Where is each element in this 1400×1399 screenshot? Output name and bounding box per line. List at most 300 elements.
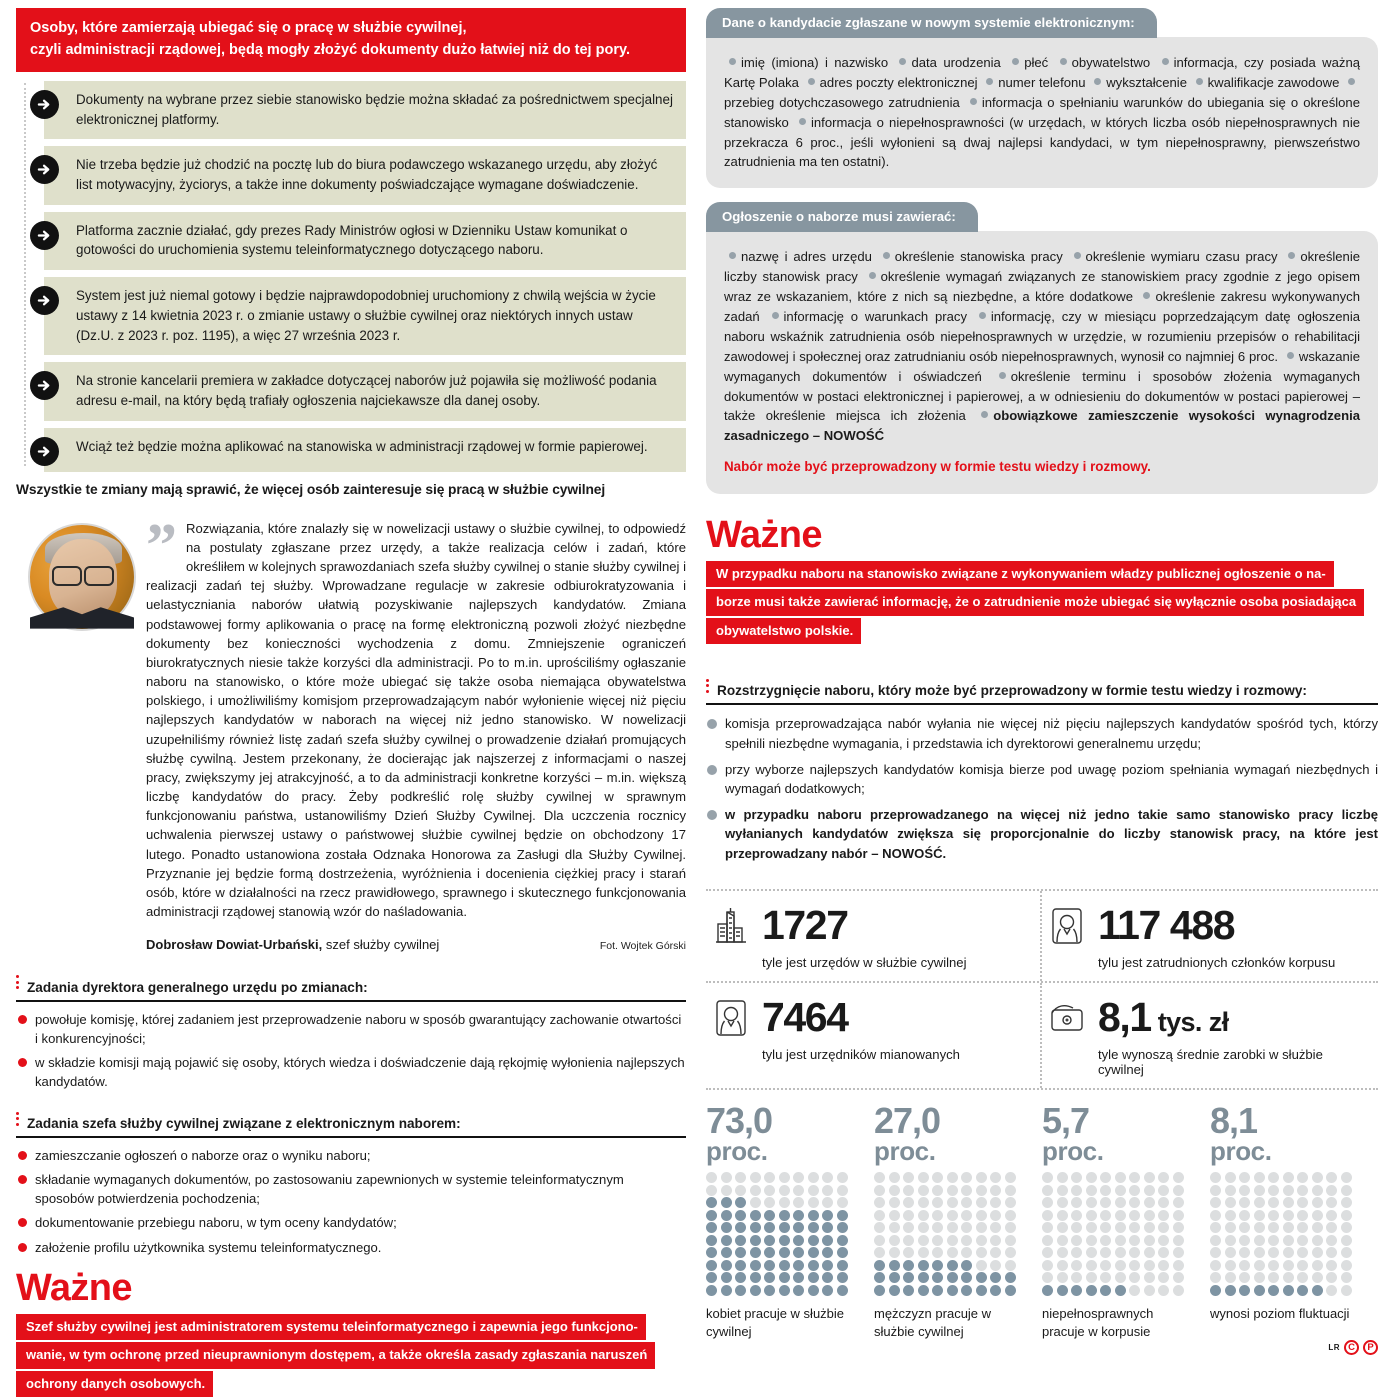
dot (932, 1247, 943, 1258)
dot (961, 1185, 972, 1196)
stats-row (706, 983, 1378, 1090)
stat-top (710, 903, 1034, 949)
dot (1341, 1185, 1352, 1196)
panel-item: kwalifikacje zawodowe (1207, 74, 1340, 90)
dot (1297, 1210, 1308, 1221)
dot (961, 1272, 972, 1283)
bullet-dot-icon (999, 372, 1006, 379)
wazne-line: Szef służby cywilnej jest administratorem systemu teleinformatycznego i zapewnia jego funkcjono- (16, 1314, 646, 1341)
dot (947, 1272, 958, 1283)
dot (1005, 1172, 1016, 1183)
dot (1312, 1272, 1323, 1283)
dot (1254, 1197, 1265, 1208)
dot (1341, 1260, 1352, 1271)
dot (947, 1247, 958, 1258)
list-item: składanie wymaganych dokumentów, po zastosowaniu zapewnionych w systemie teleinformatycznym sposobów potwierdzenia pochodzenia; (16, 1170, 686, 1208)
dot (1144, 1185, 1155, 1196)
dot (1239, 1222, 1250, 1233)
dot (918, 1197, 929, 1208)
panel-tab-label: Ogłoszenie o naborze musi zawierać: (706, 202, 978, 232)
quote-body: Rozwiązania, które znalazły się w nowelizacji ustawy o służbie cywilnej, to odpowiedź na postulaty zgłaszane przez urzędy, a także realizacja celów i zadań, które określiłem w kolejnych sprawozdaniach szefa służby cywilnej o stanie służby cywilnej i realizacji zadań tej służby. Wprowadzane regulacje w zakresie odbiurokratyzowania i uelastyczniania naborów ułatwią pozyskiwanie najlepszych kandydatów. Zmiana podstawowej formy aplikowania o pracę na formę elektroniczną pozwoli złożyć niezbędne dokumenty bez konieczności wychodzenia z domu. Zmniejszenie ograniczeń biurokratycznych niesie także korzyści dla administracji. Po to m.in. uprościliśmy ogłaszanie naboru na stanowisko, o które może ubiegać się także osoba niemająca obywatelstwa polskiego, i umożliwiliśmy komisjom przeprowadzającym nabór wyłonienie więcej niż pięciu najlepszych kandydatów w naborach na więcej niż jedno stanowisko. W nowelizacji uzupełniliśmy również listę zadań szefa służby cywilnej o prowadzenie działań promujących służbę cywilną. Jestem przekonany, że docierając jak najszerzej z informacjami o naszej pracy, zwiększymy jej atrakcyjność, a to da administracji konkretne korzyści – m.in. większą liczbę kandydatów do pracy. Żeby podkreślić rolę służby cywilnej w sprawnym funkcjonowaniu państwa, ustanowiliśmy Dzień Służby Cywilnej. Dla uczczenia rocznicy uchwalenia pierwszej ustawy o państwowej służbie cywilnej będzie on obchodzony 17 lutego. Ponadto ustanowiona została Odznaka Honorowa za Zasługi dla Służby Cywilnej. Przyznanie jej będzie formą dostrzeżenia, wyróżnienia i docenienia ciężkiej pracy i starań osób, które w działalności na rzecz prawidłowego, sprawnego i skutecznego funkcjonowania administracji rządowej stanowią wzór do naśladowania. (146, 520, 686, 920)
dot (1239, 1185, 1250, 1196)
author-role: szef służby cywilnej (322, 937, 440, 953)
dot (779, 1222, 790, 1233)
dot (1071, 1172, 1082, 1183)
bullet-dot-icon (986, 78, 993, 85)
stat-cell (1042, 891, 1378, 981)
person-icon (710, 995, 752, 1041)
dot (976, 1247, 987, 1258)
stat-description: tyle wynoszą średnie zarobki w służbie cywilnej (1098, 1046, 1323, 1077)
stat-value (762, 902, 848, 949)
dot (764, 1210, 775, 1221)
dot (903, 1235, 914, 1246)
dot (1254, 1272, 1265, 1283)
dot (1086, 1222, 1097, 1233)
dot (1057, 1235, 1068, 1246)
bullet-dot-icon (1143, 292, 1150, 299)
dot (1042, 1185, 1053, 1196)
headline-line-2: czyli administracji rządowej, będą mogły złożyć dokumenty dużo łatwiej niż do tej pory. (30, 42, 630, 59)
stat-value (1098, 902, 1235, 949)
dot (1071, 1210, 1082, 1221)
dot (1268, 1235, 1279, 1246)
dot (1005, 1285, 1016, 1296)
stat-unit: tys. zł (1150, 1007, 1229, 1038)
dot (837, 1285, 848, 1296)
dot (1173, 1172, 1184, 1183)
resolution-list (706, 714, 1378, 863)
dot (764, 1285, 775, 1296)
bullet-dot-icon (729, 58, 736, 65)
dot (837, 1185, 848, 1196)
dot (1100, 1235, 1111, 1246)
dot (1129, 1222, 1140, 1233)
dot (1283, 1197, 1294, 1208)
dot (793, 1247, 804, 1258)
percent-value: 73,0 (706, 1099, 773, 1141)
dot (822, 1185, 833, 1196)
dot (1129, 1272, 1140, 1283)
dot (1326, 1285, 1337, 1296)
dot (1283, 1235, 1294, 1246)
dot (1057, 1185, 1068, 1196)
dot (1283, 1222, 1294, 1233)
dot (1210, 1210, 1221, 1221)
dot (889, 1235, 900, 1246)
dot-matrix (706, 1172, 860, 1296)
bullet-dot-icon (981, 411, 988, 418)
dot (808, 1285, 819, 1296)
dot (779, 1260, 790, 1271)
dot (1086, 1172, 1097, 1183)
dot (976, 1172, 987, 1183)
dot (1005, 1272, 1016, 1283)
list-item (44, 428, 686, 472)
bullet-dot-icon (899, 58, 906, 65)
dot (1144, 1235, 1155, 1246)
wazne-line: wanie, w tym ochronę przed nieuprawnionym dostępem, a także określa zasady zgłaszania naruszeń (16, 1342, 655, 1369)
dot (1071, 1285, 1082, 1296)
dot (1005, 1185, 1016, 1196)
dot (1115, 1185, 1126, 1196)
dot (1254, 1285, 1265, 1296)
dot (808, 1247, 819, 1258)
dot (735, 1247, 746, 1258)
stat-top (1046, 903, 1372, 949)
percent-chart (1042, 1099, 1210, 1342)
dot (976, 1235, 987, 1246)
dot (1100, 1172, 1111, 1183)
dot (1144, 1260, 1155, 1271)
publisher-logo (1328, 1340, 1378, 1355)
dot (1158, 1260, 1169, 1271)
section-heading-text: Rozstrzygnięcie naboru, który może być przeprowadzony w formie testu wiedzy i rozmowy: (717, 683, 1307, 699)
dot (1057, 1247, 1068, 1258)
arrow-right-icon (30, 437, 59, 466)
dot (706, 1197, 717, 1208)
dot (1173, 1210, 1184, 1221)
dot (1042, 1247, 1053, 1258)
dot (889, 1185, 900, 1196)
dot (837, 1210, 848, 1221)
dot (1297, 1272, 1308, 1283)
dot (903, 1247, 914, 1258)
dot (1042, 1197, 1053, 1208)
dot (1086, 1210, 1097, 1221)
percent-chart (706, 1099, 874, 1342)
stat-number: 117 488 (1098, 902, 1235, 949)
dot (932, 1285, 943, 1296)
stat-cell (706, 891, 1042, 981)
dot (1071, 1247, 1082, 1258)
dot (932, 1222, 943, 1233)
list-item: powołuje komisję, której zadaniem jest przeprowadzenie naboru w sposób gwarantujący zachowanie otwartości i konkurencyjności; (16, 1010, 686, 1048)
dot (1210, 1185, 1221, 1196)
dot (750, 1247, 761, 1258)
chief-task-list (16, 1146, 686, 1257)
dot (1254, 1210, 1265, 1221)
dot (1158, 1272, 1169, 1283)
dot (1158, 1185, 1169, 1196)
percent-unit: proc. (874, 1136, 936, 1167)
dot (1268, 1222, 1279, 1233)
dot (735, 1172, 746, 1183)
dot (735, 1185, 746, 1196)
dot (764, 1247, 775, 1258)
dot (808, 1222, 819, 1233)
dot (1283, 1260, 1294, 1271)
bullet-dot-icon (1094, 78, 1101, 85)
dot (1129, 1235, 1140, 1246)
dot (1115, 1172, 1126, 1183)
dot (1173, 1197, 1184, 1208)
panel-tab-label: Dane o kandydacie zgłaszane w nowym systemie elektronicznym: (706, 8, 1157, 38)
dot (808, 1235, 819, 1246)
dot (808, 1172, 819, 1183)
dot (990, 1247, 1001, 1258)
dot (918, 1185, 929, 1196)
dot (932, 1185, 943, 1196)
dot (1268, 1247, 1279, 1258)
dot (918, 1260, 929, 1271)
dot (1283, 1247, 1294, 1258)
bullet-dot-icon (772, 312, 779, 319)
quote-mark-icon: ” (146, 511, 177, 580)
stat-value (762, 994, 848, 1041)
dot (1129, 1197, 1140, 1208)
list-item-text: Wciąż też będzie można aplikować na stanowiska w administracji rządowej w formie papierowej. (76, 438, 648, 454)
arrow-right-icon (30, 90, 59, 119)
dot (721, 1260, 732, 1271)
list-item (44, 81, 686, 139)
dot (1268, 1185, 1279, 1196)
dot (1071, 1222, 1082, 1233)
panel-item: numer telefonu (998, 74, 1086, 90)
list-item: komisja przeprowadzająca nabór wyłania nie więcej niż pięciu najlepszych kandydatów spośród tych, którzy spełnili niezbędne wymagania, i przedstawia ich dyrektorowi generalnemu urzędu; (706, 714, 1378, 752)
list-item: dokumentowanie przebiegu naboru, w tym oceny kandydatów; (16, 1213, 686, 1232)
dot (932, 1197, 943, 1208)
dot (990, 1285, 1001, 1296)
dot (808, 1260, 819, 1271)
dot (947, 1210, 958, 1221)
dot (1297, 1285, 1308, 1296)
dot (779, 1247, 790, 1258)
dot (874, 1222, 885, 1233)
dot (1210, 1285, 1221, 1296)
dot (822, 1235, 833, 1246)
dot (1005, 1210, 1016, 1221)
dot (822, 1197, 833, 1208)
dot (706, 1272, 717, 1283)
dot (1158, 1222, 1169, 1233)
percent-chart-row (706, 1099, 1378, 1342)
dot (1210, 1197, 1221, 1208)
bullet-dot-icon (970, 98, 977, 105)
headline-line-1: Osoby, które zamierzają ubiegać się o pracę w służbie cywilnej, (30, 20, 467, 36)
panel-item: informacja, czy posiada ważną Kartę Polaka (724, 55, 1361, 90)
glasses-icon (52, 566, 114, 582)
wallet-icon (1046, 995, 1088, 1041)
dot (706, 1285, 717, 1296)
dot (874, 1210, 885, 1221)
dot (947, 1285, 958, 1296)
bullet-dot-icon (979, 312, 986, 319)
dot (903, 1260, 914, 1271)
wazne-line: W przypadku naboru na stanowisko związane z wykonywaniem władzy publicznej ogłoszenie o na- (706, 561, 1334, 588)
dot (1312, 1185, 1323, 1196)
dot (874, 1272, 885, 1283)
stat-top (710, 995, 1034, 1041)
dot (1158, 1210, 1169, 1221)
dot (1005, 1260, 1016, 1271)
dot (1086, 1260, 1097, 1271)
dot (750, 1222, 761, 1233)
section-heading-director (16, 973, 686, 995)
dot (903, 1210, 914, 1221)
dot (837, 1197, 848, 1208)
dot (1144, 1172, 1155, 1183)
building-icon (710, 903, 752, 949)
list-item (44, 277, 686, 355)
dotted-marker-icon (706, 676, 710, 695)
dot (1225, 1235, 1236, 1246)
bullet-dot-icon (1287, 352, 1294, 359)
left-column (0, 0, 700, 1391)
dot (837, 1260, 848, 1271)
dot (793, 1197, 804, 1208)
dot (750, 1260, 761, 1271)
dot (1225, 1197, 1236, 1208)
dot (1115, 1285, 1126, 1296)
dot (793, 1222, 804, 1233)
dot (750, 1185, 761, 1196)
bullet-dot-icon (729, 252, 736, 259)
dot (874, 1185, 885, 1196)
dot (1268, 1285, 1279, 1296)
bullet-dot-icon (808, 78, 815, 85)
list-item-text: Nie trzeba będzie już chodzić na pocztę lub do biura podawczego wskazanego urzędu, aby złożyć list motywacyjny, życiorys, a także inne dokumenty poświadczające wymagane doświadczenie. (76, 157, 658, 193)
wazne-box-left (16, 1314, 686, 1399)
dot (1225, 1285, 1236, 1296)
wazne-line: obywatelstwo polskie. (706, 618, 861, 645)
dot (874, 1247, 885, 1258)
percent-chart (874, 1099, 1042, 1342)
dot (721, 1247, 732, 1258)
section-heading-text: Zadania szefa służby cywilnej związane z elektronicznym naborem: (27, 1116, 461, 1132)
dot (1144, 1285, 1155, 1296)
dot (1239, 1235, 1250, 1246)
dot (1042, 1210, 1053, 1221)
panel-item: określenie wymagań związanych ze stanowiskiem pracy zgodnie z jego opisem wraz ze wskazaniem, które z nich są niezbędne, a które dodatkowe (724, 269, 1360, 305)
dot (735, 1235, 746, 1246)
wazne-line: ochrony danych osobowych. (16, 1371, 213, 1398)
list-item: zamieszczanie ogłoszeń o naborze oraz o wyniku naboru; (16, 1146, 686, 1165)
dot (961, 1260, 972, 1271)
dotted-marker-icon (16, 973, 20, 992)
avatar (28, 523, 136, 631)
dot (1057, 1260, 1068, 1271)
dot (1173, 1260, 1184, 1271)
dot (1071, 1197, 1082, 1208)
percent-value: 5,7 (1042, 1099, 1090, 1141)
dot (1326, 1172, 1337, 1183)
dot (1100, 1185, 1111, 1196)
dot (837, 1272, 848, 1283)
dot (918, 1235, 929, 1246)
dot (1341, 1210, 1352, 1221)
dot (706, 1235, 717, 1246)
dot (990, 1197, 1001, 1208)
dot (1268, 1272, 1279, 1283)
dot (1297, 1235, 1308, 1246)
panel-item: wskazanie wymaganych dokumentów i oświadczeń (724, 348, 1360, 384)
panel-item: nazwę i adres urzędu (741, 249, 872, 265)
dot (1086, 1285, 1097, 1296)
dot (976, 1197, 987, 1208)
dot (1297, 1172, 1308, 1183)
dot (1100, 1285, 1111, 1296)
dot (1129, 1210, 1140, 1221)
panel-item: przebieg dotychczasowego zatrudnienia (724, 94, 960, 110)
dot (1326, 1210, 1337, 1221)
dot (889, 1222, 900, 1233)
dot (721, 1185, 732, 1196)
dot (1071, 1185, 1082, 1196)
dot (1005, 1247, 1016, 1258)
dot (764, 1260, 775, 1271)
logo-lr-text: LR (1328, 1343, 1340, 1352)
dot (1100, 1197, 1111, 1208)
dot (1268, 1197, 1279, 1208)
dot (976, 1210, 987, 1221)
dot (947, 1197, 958, 1208)
dot (990, 1260, 1001, 1271)
dot (1144, 1222, 1155, 1233)
list-item: w składzie komisji mają pojawić się osoby, których wiedza i doświadczenie dają rękojmię wyłonienia najlepszych kandydatów. (16, 1053, 686, 1091)
panel-candidate-data (706, 8, 1378, 188)
panel-red-note: Nabór może być przeprowadzony w formie testu wiedzy i rozmowy. (724, 459, 1151, 475)
dot (947, 1222, 958, 1233)
panel-item: obywatelstwo (1071, 55, 1151, 70)
dot (874, 1172, 885, 1183)
summary-line: Wszystkie te zmiany mają sprawić, że więcej osób zainteresuje się pracą w służbie cywilnej (16, 481, 606, 497)
dot (889, 1172, 900, 1183)
dot (750, 1197, 761, 1208)
dot (918, 1222, 929, 1233)
dot (1210, 1235, 1221, 1246)
dot (1297, 1247, 1308, 1258)
dot (1341, 1285, 1352, 1296)
stat-top (1046, 995, 1372, 1041)
dot (1042, 1172, 1053, 1183)
arrow-right-icon (30, 221, 59, 250)
stats-grid (706, 889, 1378, 1090)
stat-number: 8,1 (1098, 994, 1151, 1041)
panel-item: określenie liczby stanowisk pracy (724, 249, 1361, 285)
director-task-list (16, 1010, 686, 1091)
dot (1071, 1235, 1082, 1246)
dot (918, 1272, 929, 1283)
dot (793, 1235, 804, 1246)
dot (1283, 1172, 1294, 1183)
panel-item: określenie zakresu wykonywanych zadań (724, 289, 1360, 325)
bullet-dot-icon (883, 252, 890, 259)
stat-description: tyle jest urzędów w służbie cywilnej (762, 954, 967, 970)
dot (793, 1185, 804, 1196)
panel-item: informację, czy w miesiącu poprzedzającym datę ogłoszenia naboru wskaźnik zatrudnienia osób niepełnosprawnych w urzędzie, w rozumieniu przepisów o rehabilitacji zawodowej i społecznej oraz zatrudnianiu osób niepełnosprawnych, wynosił co najmniej 6 proc. (724, 309, 1361, 364)
stat-cell (1042, 983, 1378, 1088)
dot (721, 1172, 732, 1183)
dot (1268, 1260, 1279, 1271)
dot (779, 1210, 790, 1221)
dot (808, 1272, 819, 1283)
dot (1129, 1260, 1140, 1271)
dot (961, 1285, 972, 1296)
dot (750, 1210, 761, 1221)
dot (822, 1172, 833, 1183)
dot (932, 1260, 943, 1271)
dot (1312, 1172, 1323, 1183)
dot (1173, 1222, 1184, 1233)
dot (837, 1247, 848, 1258)
dot (1071, 1272, 1082, 1283)
dot (1326, 1185, 1337, 1196)
dot (808, 1197, 819, 1208)
dot (1115, 1235, 1126, 1246)
author-name-line (146, 935, 439, 954)
list-item: założenie profilu użytkownika systemu teleinformatycznego. (16, 1238, 686, 1257)
